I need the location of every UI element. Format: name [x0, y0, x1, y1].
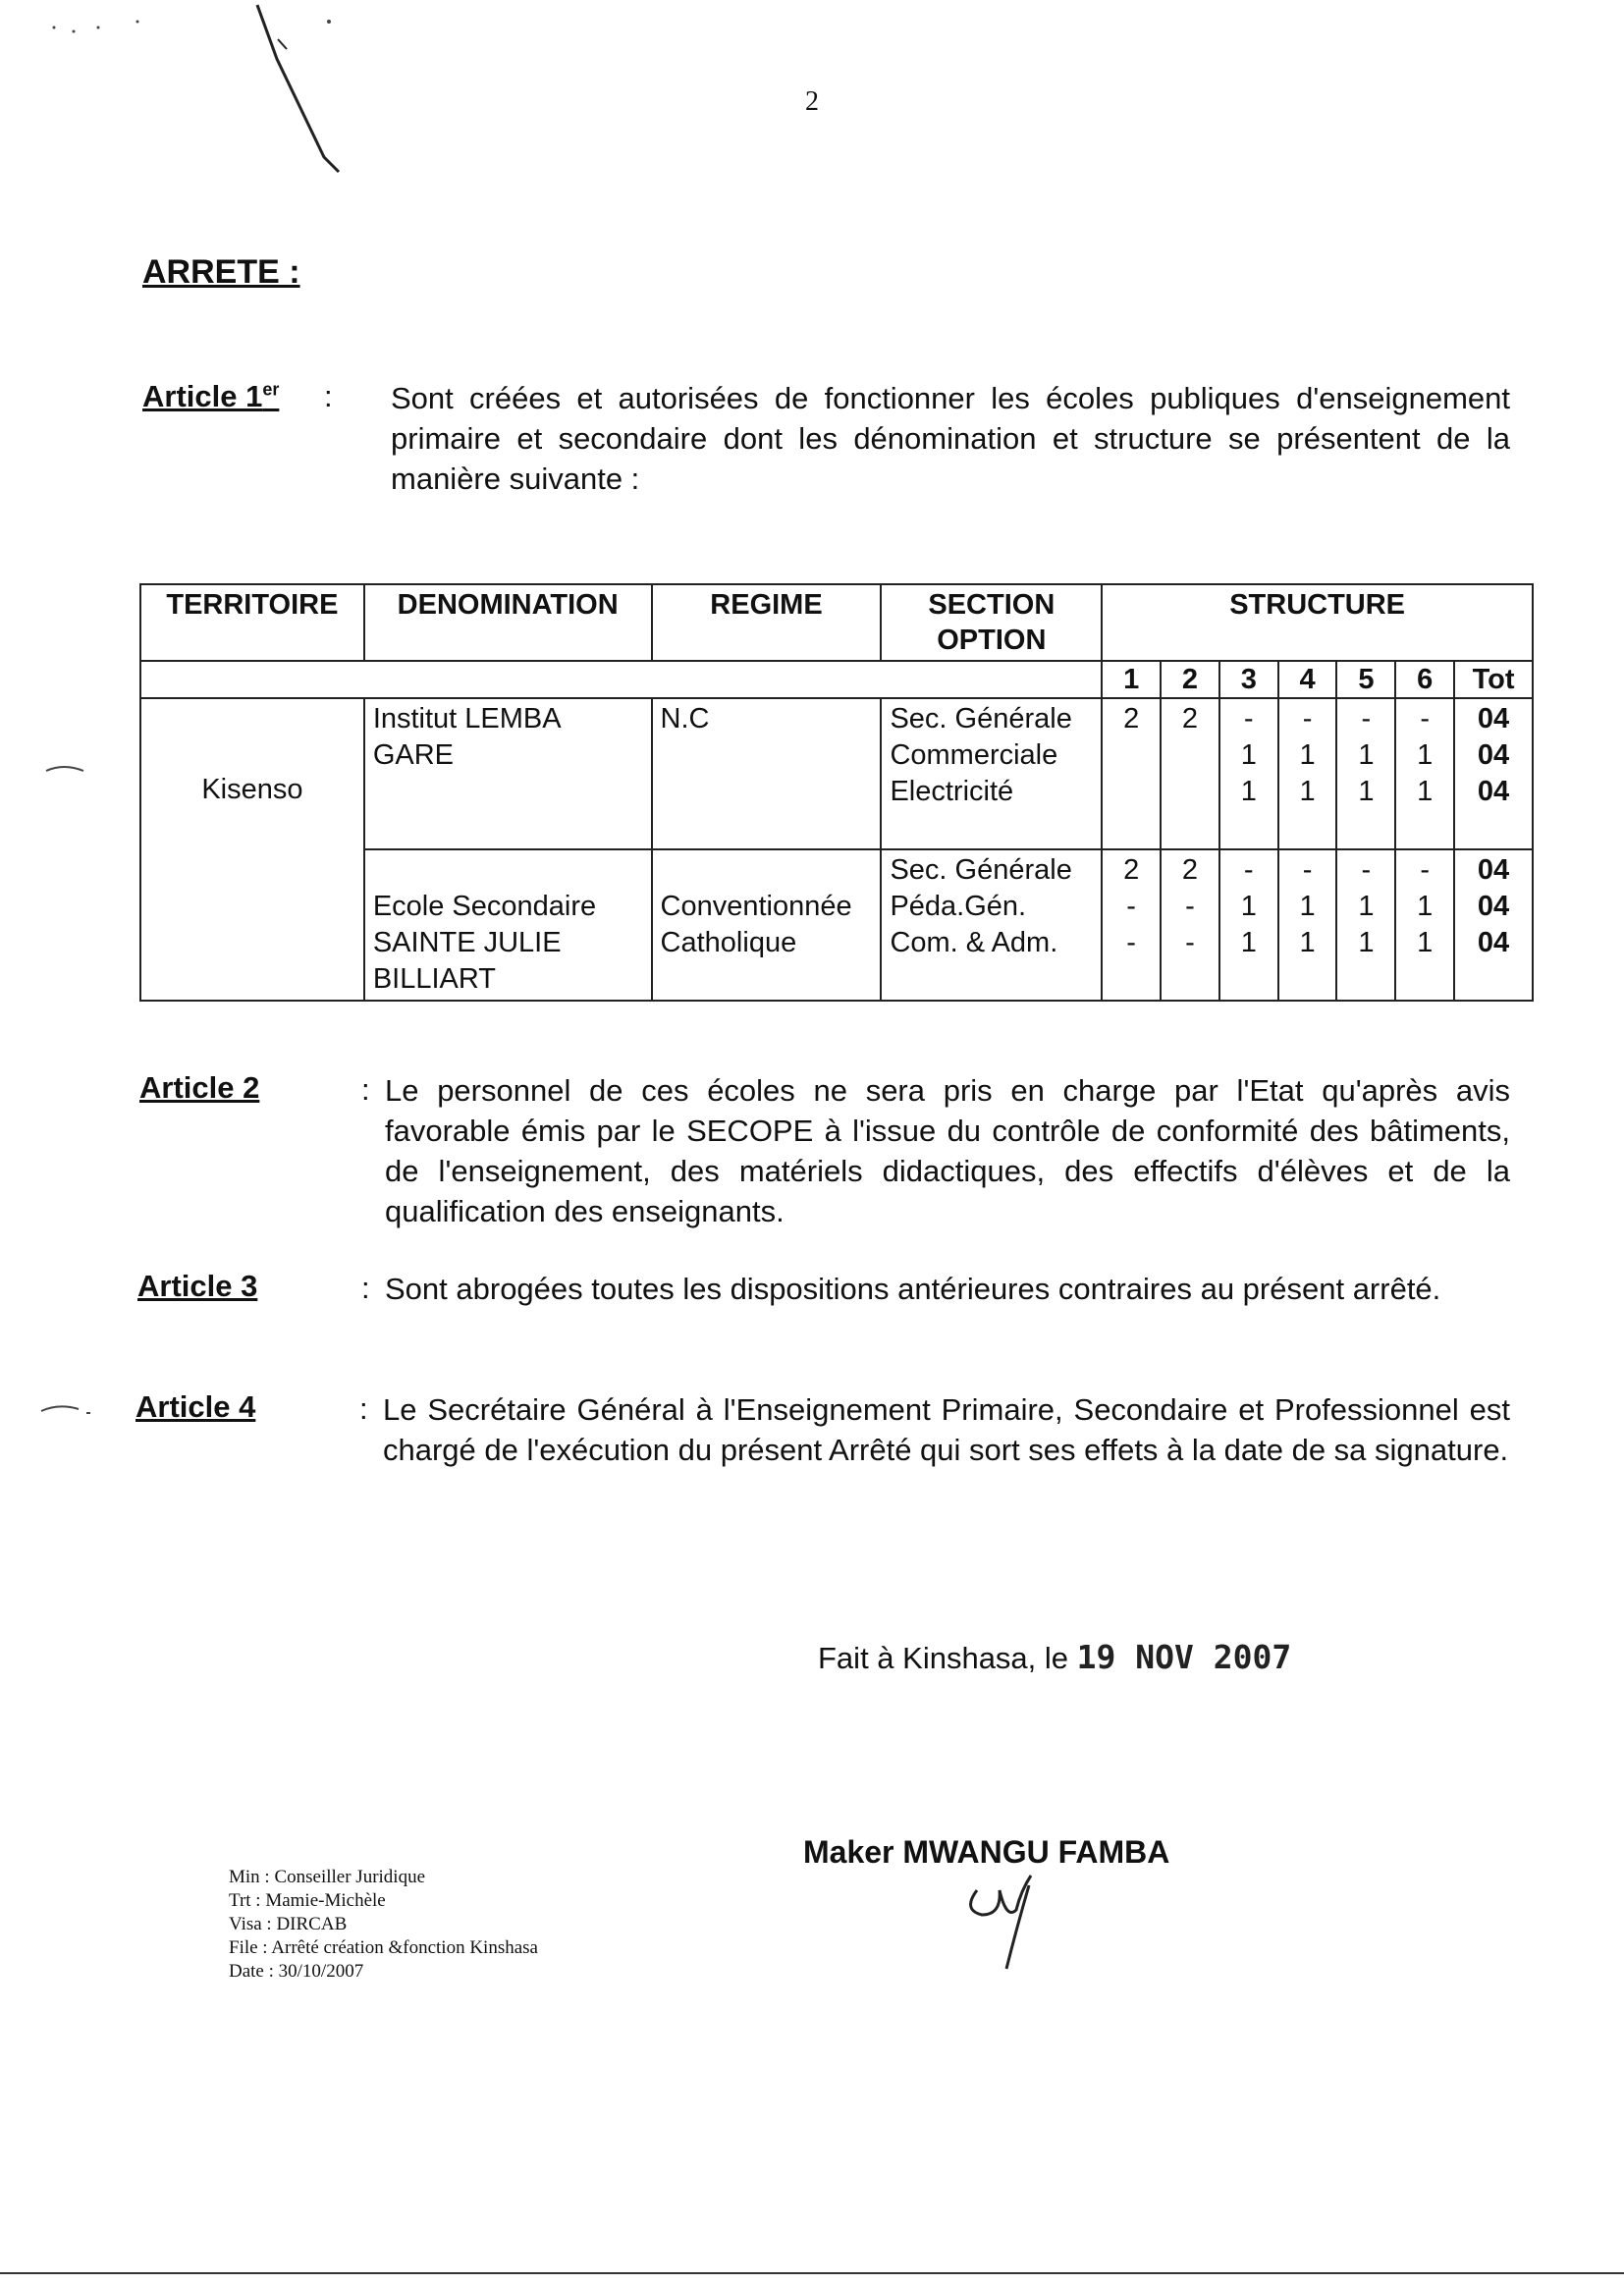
- handwritten-signature: [962, 1871, 1080, 1979]
- structure-col-5: 5: [1336, 661, 1395, 698]
- signer-name: Maker MWANGU FAMBA: [803, 1834, 1170, 1870]
- article-1-colon: :: [324, 379, 333, 413]
- denomination-cell: Institut LEMBA GARE: [364, 698, 652, 849]
- header-territoire: TERRITOIRE: [140, 584, 364, 661]
- article-4-label: Article 4: [135, 1389, 256, 1424]
- margin-mark: [39, 1399, 98, 1419]
- signature-place-date: Fait à Kinshasa, le 19 NOV 2007: [818, 1638, 1292, 1676]
- regime-cell: Conventionnée Catholique: [652, 849, 882, 1001]
- denomination-cell: Ecole Secondaire SAINTE JULIE BILLIART: [364, 849, 652, 1001]
- footer-notes: Min : Conseiller Juridique Trt : Mamie-Michèle Visa : DIRCAB File : Arrêté création &fonction Kinshasa Date : 30/10/2007: [229, 1867, 538, 1982]
- structure-col-4: 4: [1278, 661, 1337, 698]
- structure-col-3: 3: [1219, 661, 1278, 698]
- structure-cell: - 1 1: [1336, 849, 1395, 1001]
- schools-structure-table: [139, 583, 1534, 1002]
- structure-col-tot: Tot: [1454, 661, 1533, 698]
- page-number: 2: [805, 86, 819, 117]
- table-header-row: [140, 584, 1533, 661]
- scan-marks: [0, 0, 393, 196]
- structure-cell: - 1 1: [1395, 849, 1454, 1001]
- structure-col-1: 1: [1102, 661, 1161, 698]
- article-4-text: Le Secrétaire Général à l'Enseignement Primaire, Secondaire et Professionnel est chargé de l'exécution du présent Arrêté qui sort ses effets à la date de sa signature.: [383, 1392, 1510, 1467]
- structure-cell: - 1 1: [1278, 698, 1337, 849]
- structure-cell: 2 - -: [1102, 849, 1161, 1001]
- table-row: [140, 698, 1533, 849]
- header-regime: REGIME: [652, 584, 882, 661]
- article-3-label: Article 3: [137, 1269, 258, 1303]
- structure-cell: - 1 1: [1395, 698, 1454, 849]
- regime-cell: N.C: [652, 698, 882, 849]
- article-2-colon: :: [361, 1072, 370, 1107]
- sections-cell: Sec. Générale Péda.Gén. Com. & Adm.: [881, 849, 1102, 1001]
- article-4-colon: :: [359, 1391, 368, 1426]
- margin-mark: [44, 761, 93, 781]
- structure-total-cell: 04 04 04: [1454, 849, 1533, 1001]
- structure-cell: - 1 1: [1219, 698, 1278, 849]
- structure-col-6: 6: [1395, 661, 1454, 698]
- article-1-text: Sont créées et autorisées de fonctionner les écoles publiques d'enseignement primaire et secondaire dont les dénomination et structure se présentent de la manière suivante :: [391, 381, 1510, 496]
- sections-cell: Sec. Générale Commerciale Electricité: [881, 698, 1102, 849]
- table-subheader-row: [140, 661, 1533, 698]
- structure-total-cell: 04 04 04: [1454, 698, 1533, 849]
- article-2-text: Le personnel de ces écoles ne sera pris en charge par l'Etat qu'après avis favorable émis par le SECOPE à l'issue du contrôle de conformité des bâtiments, de l'enseignement, des matériels didactiques, des effectifs d'élèves et de la qualification des enseignants.: [385, 1073, 1510, 1228]
- article-3-text: Sont abrogées toutes les dispositions antérieures contraires au présent arrêté.: [385, 1272, 1441, 1306]
- article-2-label: Article 2: [139, 1070, 260, 1105]
- header-denomination: DENOMINATION: [364, 584, 652, 661]
- structure-cell: 2: [1102, 698, 1161, 849]
- date-stamp: 19 NOV 2007: [1076, 1638, 1292, 1676]
- article-3-colon: :: [361, 1271, 370, 1305]
- structure-cell: 2: [1161, 698, 1219, 849]
- header-section-option: SECTION OPTION: [881, 584, 1102, 661]
- page-bottom-edge: [0, 2272, 1624, 2274]
- header-structure: STRUCTURE: [1102, 584, 1533, 661]
- document-heading: ARRETE :: [142, 253, 300, 291]
- structure-cell: 2 - -: [1161, 849, 1219, 1001]
- structure-cell: - 1 1: [1336, 698, 1395, 849]
- structure-cell: - 1 1: [1219, 849, 1278, 1001]
- structure-col-2: 2: [1161, 661, 1219, 698]
- structure-cell: - 1 1: [1278, 849, 1337, 1001]
- territoire-cell: Kisenso: [140, 698, 364, 1001]
- article-1-label: Article 1er: [142, 379, 280, 413]
